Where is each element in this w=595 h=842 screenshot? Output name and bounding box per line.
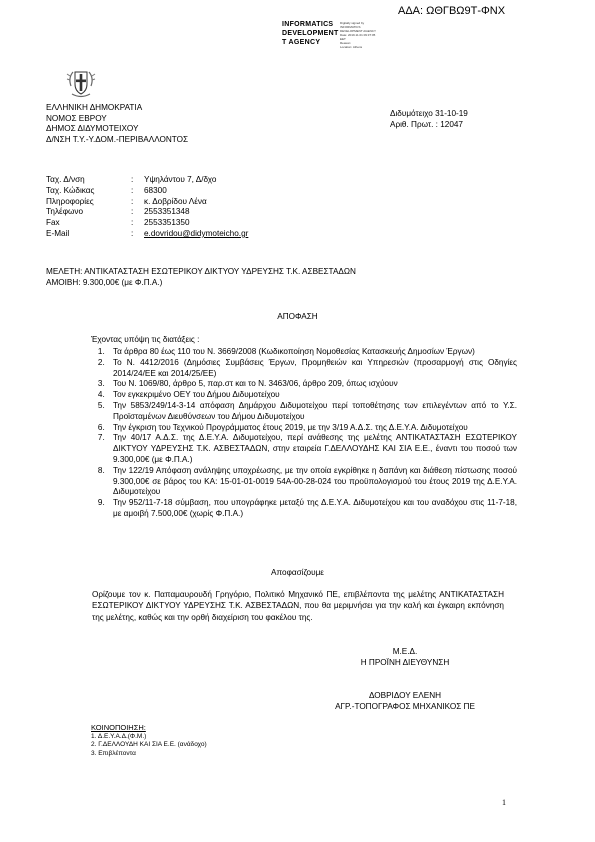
id-line: DEVELOPMENT	[282, 30, 339, 37]
issuer-header	[46, 103, 188, 145]
list-item: 6. Την έγκριση του Τεχνικού Προγράμματος έτους 2019, με την 3/19 Α.Δ.Σ. της Δ.Ε.Υ.Α. Διδυμοτείχου	[107, 423, 517, 434]
list-item: 4. Τον εγκεκριμένο ΟΕΥ του Δήμου Διδυμοτείχου	[107, 390, 517, 401]
date-protocol	[390, 108, 468, 130]
sig-line: INFORMATICS	[340, 25, 361, 29]
contact-colon: :	[131, 185, 134, 195]
greek-emblem-icon	[66, 66, 96, 100]
contact-label: Ταχ. Δ/νση	[46, 175, 85, 184]
contact-colon: :	[131, 207, 134, 217]
signatory-name: ΔΟΒΡΙΔΟΥ ΕΛΕΝΗ	[368, 691, 442, 700]
contact-value: κ. Δοβρίδου Λένα	[144, 196, 207, 206]
provisions-list	[91, 347, 517, 520]
list-item: 1. Τα άρθρα 80 έως 110 του Ν. 3669/2008 (Κωδικοποίηση Νομοθεσίας Κατασκευής Δημοσίων Έργων)	[107, 347, 517, 358]
sig-line: Date: 2019.11.01 09:37:05	[340, 33, 376, 37]
digital-signature-block	[282, 21, 422, 57]
signature-line: Η ΠΡΟΪΝΗ ΔΙΕΥΘΥΝΣΗ	[360, 658, 450, 667]
contact-row	[46, 186, 248, 197]
list-item: 3. Του Ν. 1069/80, άρθρο 5, παρ.στ και το Ν. 3463/06, άρθρο 209, όπως ισχύουν	[107, 379, 517, 390]
contact-row	[46, 207, 248, 218]
issuer-line: ΕΛΛΗΝΙΚΗ ΔΗΜΟΚΡΑΤΙΑ	[46, 103, 143, 112]
study-fee: ΑΜΟΙΒΗ: 9.300,00€ (με Φ.Π.Α.)	[46, 278, 163, 287]
contact-colon: :	[131, 218, 134, 228]
list-item: 8. Την 122/19 Απόφαση ανάληψης υποχρέωσης, με την οποία εγκρίθηκε η δαπάνη και διάθεση πίστωσης ποσού 9.300,00€ σε βάρος του ΚΑ: 15-01-01-0019 54Α-00-28-024 του προϋπολογισμού του έτους 2019 της Δ.Ε.Υ.Α. Διδυμοτείχου	[107, 466, 517, 498]
decision-title: ΑΠΟΦΑΣΗ	[277, 312, 318, 321]
sig-line: Reason:	[340, 41, 352, 45]
contact-row	[46, 218, 248, 229]
protocol-number: Αριθ. Πρωτ. : 12047	[390, 120, 463, 129]
study-title: ΜΕΛΕΤΗ: ΑΝΤΙΚΑΤΑΣΤΑΣΗ ΕΣΩΤΕΡΙΚΟΥ ΔΙΚΤΥΟΥ ΥΔΡΕΥΣΗΣ Τ.Κ. ΑΣΒΕΣΤΑΔΩΝ	[46, 267, 356, 276]
contact-row	[46, 175, 248, 186]
contact-value: 2553351350	[144, 218, 190, 228]
list-item: 9. Την 952/11-7-18 σύμβαση, που υπογράφηκε μεταξύ της Δ.Ε.Υ.Α. Διδυμοτείχου και του αναδόχου στις 11-7-18, με αμοιβή 7.500,00€ (χωρίς Φ.Π.Α.)	[107, 498, 517, 520]
sig-line: Location: Athens	[340, 45, 363, 49]
contact-row	[46, 229, 248, 240]
copy-item: 2. Γ.ΔΕΛΛΟΥΔΗ ΚΑΙ ΣΙΑ Ε.Ε. (ανάδοχο)	[91, 741, 207, 749]
contact-value: 2553351348	[144, 207, 190, 217]
sig-line: DEVELOPMENT AGENCY	[340, 29, 376, 33]
contact-label: Τηλέφωνο	[46, 207, 84, 217]
list-item: 5. Την 5853/249/14-3-14 απόφαση Δημάρχου Διδυμοτείχου περί τοποθέτησης των επιλεγέντων από το Υ.Σ. Προϊσταμένων Διευθύνσεων του Δήμου Διδυμοτείχου	[107, 401, 517, 423]
signature-line: Μ.Ε.Δ.	[392, 647, 418, 656]
decide-title: Αποφασίζουμε	[271, 568, 324, 577]
ada-code: ΑΔΑ: ΩΘΓΒΩ9Τ-ΦΝΧ	[398, 5, 506, 17]
contact-colon: :	[131, 228, 134, 238]
id-line: T AGENCY	[282, 39, 321, 46]
document-date: Διδυμότειχο 31-10-19	[390, 109, 468, 118]
copies-list	[91, 724, 207, 758]
contact-details	[46, 175, 248, 240]
issuer-line: ΔΗΜΟΣ ΔΙΔΥΜΟΤΕΙΧΟΥ	[46, 124, 139, 133]
signatory-title: ΑΓΡ.-ΤΟΠΟΓΡΑΦΟΣ ΜΗΧΑΝΙΚΟΣ ΠΕ	[335, 702, 475, 712]
study-info	[46, 266, 356, 288]
copy-item: 1. Δ.Ε.Υ.Α.Δ.(Φ.Μ.)	[91, 732, 147, 740]
contact-label: Πληροφορίες	[46, 196, 94, 206]
issuer-line: Δ/ΝΣΗ Τ.Υ.-Υ.ΔΟΜ.-ΠΕΡΙΒΑΛΛΟΝΤΟΣ	[46, 134, 189, 144]
contact-label: E-Mail	[46, 228, 70, 238]
intro-text: Έχοντας υπόψη τις διατάξεις :	[91, 335, 200, 344]
contact-label: Ταχ. Κώδικας	[46, 185, 95, 195]
sig-line: Digitally signed by	[340, 21, 365, 25]
signature-role	[300, 646, 510, 668]
list-item: 2. Το Ν. 4412/2016 (Δημόσιες Συμβάσεις Έργων, Προμηθειών και Υπηρεσιών (προσαρμογή στις Οδηγίες 2014/24/ΕΕ και 2014/25/ΕΕ)	[107, 358, 517, 380]
issuer-line: ΝΟΜΟΣ ΕΒΡΟΥ	[46, 113, 107, 123]
copies-title: ΚΟΙΝΟΠΟΙΗΣΗ:	[91, 723, 146, 732]
contact-colon: :	[131, 175, 134, 184]
decision-text: Ορίζουμε τον κ. Παπαμαυρουδή Γρηγόριο, Πολιτικό Μηχανικό ΠΕ, επιβλέποντα της μελέτης ΑΝΤΙΚΑΤΑΣΤΑΣΗ ΕΣΩΤΕΡΙΚΟΥ ΔΙΚΤΥΟΥ ΥΔΡΕΥΣΗΣ Τ.Κ. ΑΣΒΕΣΤΑΔΩΝ, που θα μεριμνήσει για την καλή και έγκαιρη εκπόνηση της μελέτης, καθώς και την ορθή διαχείριση του φακέλου της.	[92, 590, 504, 622]
id-line: INFORMATICS	[282, 21, 334, 28]
sig-line: EET	[340, 37, 346, 41]
contact-colon: :	[131, 196, 134, 206]
contact-value: Υψηλάντου 7, Δ/δχο	[144, 175, 217, 184]
list-item: 7. Την 40/17 Α.Δ.Σ. της Δ.Ε.Υ.Α. Διδυμοτείχου, περί ανάθεσης της μελέτης ΑΝΤΙΚΑΤΑΣΤΑΣΗ ΕΣΩΤΕΡΙΚΟΥ ΔΙΚΤΥΟΥ ΥΔΡΕΥΣΗΣ Τ.Κ. ΑΣΒΕΣΤΑΔΩΝ, στην εταιρεία Γ.ΔΕΛΛΟΥΔΗΣ ΚΑΙ ΣΙΑ Ε.Ε., έναντι του ποσού των 9.300,00€ (με Φ.Π.Α.)	[107, 433, 517, 465]
copy-item: 3. Επιβλέποντα	[91, 749, 136, 757]
contact-value: 68300	[144, 185, 167, 195]
contact-row	[46, 197, 248, 208]
page-number: 1	[502, 798, 506, 807]
contact-label: Fax	[46, 218, 60, 228]
signatory	[300, 690, 510, 713]
email-link[interactable]: e.dovridou@didymoteicho.gr	[144, 228, 249, 238]
